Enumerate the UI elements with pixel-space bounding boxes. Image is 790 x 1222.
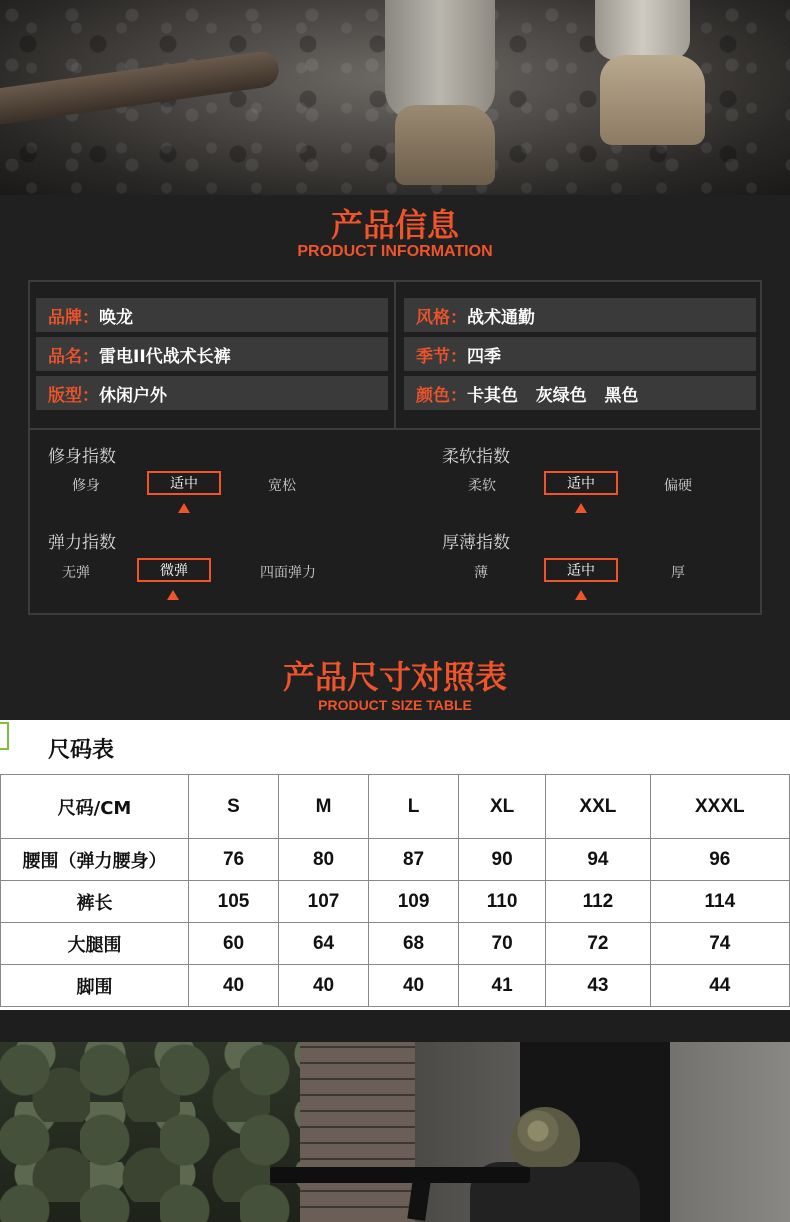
table-cell: 70 — [459, 923, 546, 965]
table-cell: 76 — [189, 839, 279, 881]
table-cell: 68 — [369, 923, 459, 965]
info-row-color: 颜色： 卡其色 灰绿色 黑色 — [404, 376, 756, 410]
table-cell: 44 — [650, 965, 789, 1007]
boot-left — [395, 105, 495, 185]
fit-index-pointer — [178, 503, 190, 513]
size-section-subtitle: PRODUCT SIZE TABLE — [318, 697, 472, 713]
brick-wall — [300, 1042, 415, 1222]
elasticity-index-selected: 微弹 — [137, 558, 211, 582]
table-cell: 40 — [189, 965, 279, 1007]
row-label: 脚围 — [1, 965, 189, 1007]
product-info-title: 产品信息 — [330, 206, 459, 244]
info-divider-horizontal — [30, 428, 760, 430]
fit-index-selected: 适中 — [147, 471, 221, 495]
header-cell: XXL — [546, 775, 650, 839]
table-cell: 90 — [459, 839, 546, 881]
table-cell: 110 — [459, 881, 546, 923]
table-cell: 60 — [189, 923, 279, 965]
elasticity-index-pointer — [167, 590, 179, 600]
fit-index-option: 修身 — [72, 478, 100, 494]
table-cell: 64 — [279, 923, 369, 965]
info-row-fit: 版型： 休闲户外 — [36, 376, 388, 410]
info-row-season: 季节： 四季 — [404, 337, 756, 371]
table-cell: 109 — [369, 881, 459, 923]
header-cell: XXXL — [650, 775, 789, 839]
table-row — [1, 839, 790, 881]
table-cell: 112 — [546, 881, 650, 923]
table-cell: 40 — [369, 965, 459, 1007]
table-row — [1, 965, 790, 1007]
size-table-header — [1, 775, 790, 839]
header-cell: S — [189, 775, 279, 839]
fit-index-title: 修身指数 — [48, 447, 116, 467]
table-row — [1, 881, 790, 923]
boot-right — [600, 55, 705, 145]
green-corner-mark — [0, 722, 9, 750]
table-cell: 105 — [189, 881, 279, 923]
info-row-product-name: 品名： 雷电II代战术长裤 — [36, 337, 388, 371]
softness-index-option: 柔软 — [468, 478, 496, 494]
info-row-style: 风格： 战术通勤 — [404, 298, 756, 332]
table-cell: 72 — [546, 923, 650, 965]
table-cell: 41 — [459, 965, 546, 1007]
row-label: 大腿围 — [1, 923, 189, 965]
softness-index-pointer — [575, 503, 587, 513]
elasticity-index-option: 四面弹力 — [260, 565, 316, 581]
table-cell: 80 — [279, 839, 369, 881]
header-cell: XL — [459, 775, 546, 839]
table-cell: 43 — [546, 965, 650, 1007]
softness-index-option: 偏硬 — [664, 478, 692, 494]
softness-index-selected: 适中 — [544, 471, 618, 495]
table-cell: 87 — [369, 839, 459, 881]
thickness-index-pointer — [575, 590, 587, 600]
foliage — [0, 1042, 300, 1222]
info-divider-vertical — [394, 282, 396, 430]
header-cell: M — [279, 775, 369, 839]
bottom-lifestyle-photo — [0, 1042, 790, 1222]
info-row-brand: 品牌： 唤龙 — [36, 298, 388, 332]
table-cell: 107 — [279, 881, 369, 923]
thickness-index-option: 厚 — [671, 565, 685, 581]
table-cell: 114 — [650, 881, 789, 923]
fit-index-option: 宽松 — [268, 478, 296, 494]
elasticity-index-option: 无弹 — [62, 565, 90, 581]
elasticity-index-title: 弹力指数 — [48, 533, 116, 553]
section-separator — [0, 1010, 790, 1042]
thickness-index-option: 薄 — [474, 565, 488, 581]
thickness-index-selected: 适中 — [544, 558, 618, 582]
softness-index-title: 柔软指数 — [442, 447, 510, 467]
table-cell: 40 — [279, 965, 369, 1007]
rifle — [270, 1167, 530, 1183]
row-label: 裤长 — [1, 881, 189, 923]
table-row — [1, 923, 790, 965]
size-table — [0, 774, 790, 1007]
product-info-subtitle: PRODUCT INFORMATION — [297, 243, 493, 260]
row-label: 腰围（弹力腰身） — [1, 839, 189, 881]
table-cell: 94 — [546, 839, 650, 881]
table-cell: 96 — [650, 839, 789, 881]
top-product-photo — [0, 0, 790, 195]
header-cell: 尺码/CM — [1, 775, 189, 839]
table-cell: 74 — [650, 923, 789, 965]
size-table-title: 尺码表 — [48, 738, 115, 763]
size-section-title: 产品尺寸对照表 — [282, 658, 507, 696]
header-cell: L — [369, 775, 459, 839]
thickness-index-title: 厚薄指数 — [442, 533, 510, 553]
